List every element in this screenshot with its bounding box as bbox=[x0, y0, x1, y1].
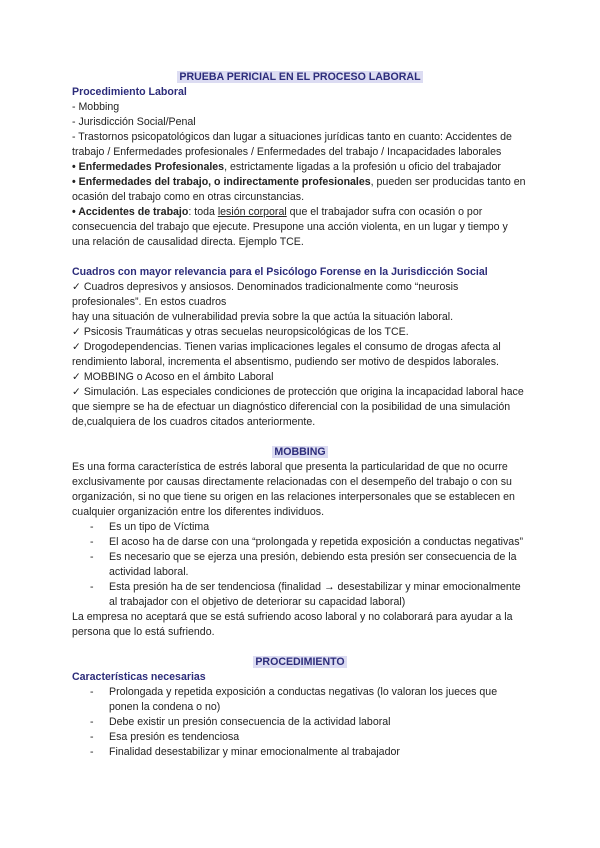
bullet-text: , pueden ser producidas tanto en ocasión del trabajo como en otras circunstancias. bbox=[72, 176, 526, 203]
section-title-row-mobbing bbox=[72, 445, 528, 460]
underlined-text: lesión corporal bbox=[217, 206, 287, 218]
check-item-psicosis: ✓ Psicosis Traumáticas y otras secuelas neuropsicológicas de los TCE. bbox=[72, 326, 409, 338]
bullet-text: , estrictamente ligadas a la profesión u oficio del trabajador bbox=[224, 161, 501, 173]
document-title-row bbox=[72, 70, 528, 85]
bullet-bold-label: • Enfermedades del trabajo, o indirectamente profesionales bbox=[72, 176, 371, 188]
bullet-bold-label: • Accidentes de trabajo bbox=[72, 206, 189, 218]
caracteristicas-list bbox=[72, 685, 528, 760]
list-item: - Es necesario que se ejerza una presión, debiendo esta presión ser consecuencia de la actividad laboral. bbox=[90, 550, 528, 580]
check-item-mobbing: ✓ MOBBING o Acoso en el ámbito Laboral bbox=[72, 371, 274, 383]
check-item-cuadros-depresivos-cont: hay una situación de vulnerabilidad previa sobre la que actúa la situación laboral. bbox=[72, 311, 454, 323]
list-item: - El acoso ha de darse con una “prolongada y repetida exposición a conductas negativas” bbox=[90, 535, 528, 550]
section-heading-caracteristicas: Características necesarias bbox=[72, 671, 206, 683]
list-item: - Esta presión ha de ser tendenciosa (finalidad → desestabilizar y minar emocionalmente al trabajador con el objetivo de deteriorar su capacidad laboral) bbox=[90, 580, 528, 610]
check-item-cuadros-depresivos: ✓ Cuadros depresivos y ansiosos. Denominados tradicionalmente como “neurosis profesionales”. En estos cuadros bbox=[72, 281, 459, 308]
dash-item-trastornos: - Trastornos psicopatológicos dan lugar a situaciones jurídicas tanto en cuanto: Accidentes de trabajo / Enfermedades profesionales / Enfermedades del trabajo / Incapacidades laborales bbox=[72, 131, 512, 158]
bullet-text: que el trabajador sufra con ocasión o por consecuencia del trabajo que ejecute. Presupone una acción violenta, en un lugar y tiempo y una relación de causalidad directa. Ejemplo TCE. bbox=[72, 206, 508, 248]
bullet-text: : toda bbox=[188, 206, 218, 218]
section-title-row-procedimiento bbox=[72, 655, 528, 670]
bullet-accidentes-trabajo bbox=[72, 205, 528, 250]
list-item: - Debe existir un presión consecuencia de la actividad laboral bbox=[90, 715, 528, 730]
section-heading-cuadros: Cuadros con mayor relevancia para el Psicólogo Forense en la Jurisdicción Social bbox=[72, 266, 488, 278]
bullet-enfermedades-trabajo bbox=[72, 175, 528, 205]
bullet-enfermedades-profesionales bbox=[72, 160, 528, 175]
dash-item-mobbing: - Mobbing bbox=[72, 101, 120, 113]
list-item: - Esa presión es tendenciosa bbox=[90, 730, 528, 745]
check-item-simulacion: ✓ Simulación. Las especiales condiciones de protección que origina la incapacidad laboral hace que siempre se ha de efectuar un diagnóstico diferencial con la posibilidad de una simulación de,cualquiera de los cuadros citados anteriormente. bbox=[72, 386, 524, 428]
mobbing-list bbox=[72, 520, 528, 610]
document-title: PRUEBA PERICIAL EN EL PROCESO LABORAL bbox=[179, 71, 421, 83]
list-item: - Es un tipo de Víctima bbox=[90, 520, 528, 535]
list-item: - Finalidad desestabilizar y minar emocionalmente al trabajador bbox=[90, 745, 528, 760]
list-item: - Prolongada y repetida exposición a conductas negativas (lo valoran los jueces que ponen la condena o no) bbox=[90, 685, 528, 715]
section-title-mobbing: MOBBING bbox=[274, 446, 326, 458]
check-item-drogodependencias: ✓ Drogodependencias. Tienen varias implicaciones legales el consumo de drogas afecta al rendimiento laboral, incrementa el absentismo, pudiendo ser motivo de despidos laborales. bbox=[72, 341, 501, 368]
mobbing-intro: Es una forma característica de estrés laboral que presenta la particularidad de que no ocurre exclusivamente por causas directamente relacionadas con el desempeño del trabajo o con su organización, si no que tiene su origen en las relaciones interpersonales que se establecen en cualquier organización entre los diferentes individuos. bbox=[72, 461, 515, 518]
bullet-bold-label: • Enfermedades Profesionales bbox=[72, 161, 225, 173]
dash-item-jurisdiccion: - Jurisdicción Social/Penal bbox=[72, 116, 196, 128]
section-heading-procedimiento-laboral: Procedimiento Laboral bbox=[72, 86, 187, 98]
section-title-procedimiento: PROCEDIMIENTO bbox=[255, 656, 345, 668]
mobbing-outro: La empresa no aceptará que se está sufriendo acoso laboral y no colaborará para ayudar a la persona que lo está sufriendo. bbox=[72, 611, 513, 638]
document-page bbox=[72, 70, 528, 760]
